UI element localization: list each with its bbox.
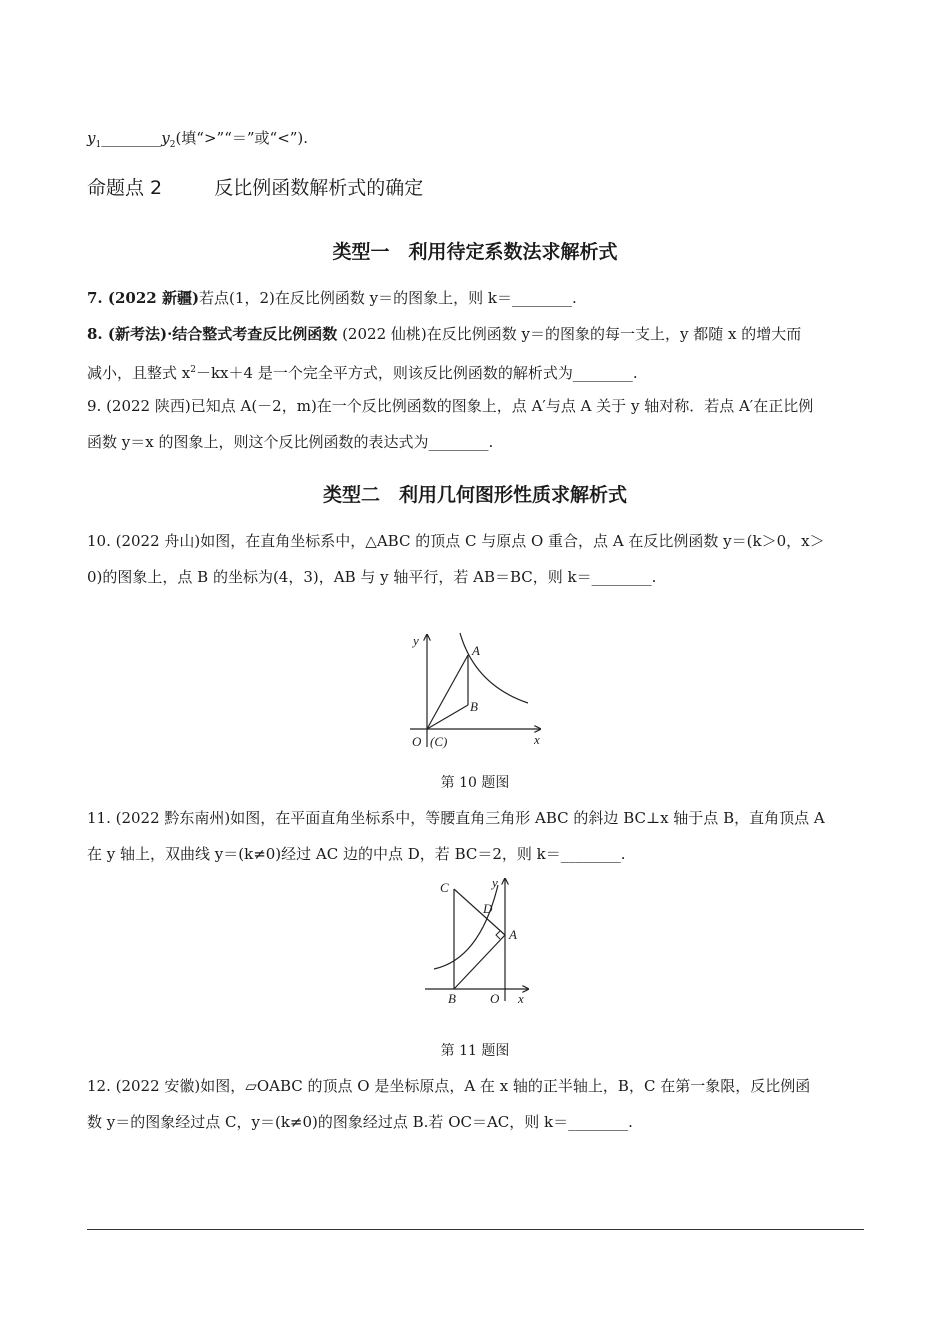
- type2-heading: 类型二 利用几何图形性质求解析式: [322, 484, 627, 506]
- answer-blank: ________: [101, 129, 162, 147]
- question-8-line1: [87, 323, 867, 345]
- question-9-line2: 函数 y＝x 的图象上，则这个反比例函数的表达式为________.: [87, 433, 494, 451]
- fig10-label-o: O: [412, 734, 422, 749]
- fig11-label-d: D: [483, 901, 493, 916]
- question-9-line1: [87, 395, 867, 417]
- q8-line2b: －kx＋4 是一个完全平方式，则该反比例函数的解析式为________.: [195, 364, 638, 382]
- q10-source: 10. (2022 舟山): [87, 532, 201, 550]
- q7-source: 7. (2022 新疆): [87, 289, 200, 307]
- q7-text: 若点(1，2)在反比例函数 y＝的图象上，则 k＝________.: [199, 289, 577, 307]
- figure-10-caption: 第 10 题图: [440, 775, 510, 791]
- section-number: 命题点 2: [87, 177, 163, 199]
- section-title: 反比例函数解析式的确定: [214, 177, 424, 199]
- fig11-segment-ba: [454, 935, 505, 989]
- fig10-label-b: B: [470, 699, 478, 714]
- y1-subscript: 1: [95, 140, 102, 150]
- fill-instruction: (填“>”“＝”或“<”).: [175, 129, 309, 147]
- q10-line1: 如图，在直角坐标系中，△ABC 的顶点 C 与原点 O 重合，点 A 在反比例函数 y＝(k＞0，x＞: [200, 532, 825, 550]
- q12-source: 12. (2022 安徽): [87, 1077, 201, 1095]
- fig11-label-o: O: [490, 991, 500, 1006]
- question-11-line1: [87, 807, 867, 829]
- y1-symbol: y: [87, 129, 96, 147]
- q8-exponent: 2: [190, 365, 196, 375]
- q12-line1: 如图，▱OABC 的顶点 O 是坐标原点，A 在 x 轴的正半轴上，B，C 在第一象限，反比例函: [200, 1077, 811, 1095]
- question-12-line1: [87, 1075, 867, 1097]
- footer-rule: [87, 1229, 864, 1230]
- fig11-hyperbola: [434, 885, 498, 969]
- fig11-right-angle-mark: [496, 931, 500, 939]
- q8-line2a: 减小，且整式 x: [87, 364, 191, 382]
- fig10-hyperbola: [460, 633, 528, 703]
- fig11-label-b: B: [448, 991, 456, 1006]
- figure-11-caption: 第 11 题图: [440, 1043, 510, 1059]
- question-8-line2: [87, 359, 867, 384]
- question-11-line2: 在 y 轴上，双曲线 y＝(k≠0)经过 AC 边的中点 D，若 BC＝2，则 k＝________.: [87, 845, 626, 863]
- figure-10: [400, 625, 550, 755]
- section-heading: [87, 173, 423, 200]
- q11-source: 11. (2022 黔东南州): [87, 809, 231, 827]
- question-7: [87, 287, 867, 309]
- fig10-label-c: (C): [430, 734, 448, 749]
- q11-line1: 如图，在平面直角坐标系中，等腰直角三角形 ABC 的斜边 BC⊥x 轴于点 B，直角顶点 A: [230, 809, 825, 827]
- fig10-label-y: y: [413, 633, 419, 648]
- question-10-line1: [87, 530, 867, 552]
- question-10-line2: 0)的图象上，点 B 的坐标为(4，3)，AB 与 y 轴平行，若 AB＝BC，则 k＝________.: [87, 568, 657, 586]
- fig11-label-x: x: [518, 991, 524, 1006]
- fig11-label-a: A: [509, 927, 517, 942]
- fig11-label-c: C: [440, 880, 449, 895]
- fig11-label-y: y: [492, 875, 498, 890]
- fig10-label-x: x: [534, 732, 540, 747]
- fig10-label-a: A: [472, 643, 480, 658]
- q6-tail-line: [87, 127, 867, 156]
- figure-11: [420, 873, 540, 1008]
- y2-symbol: y: [161, 129, 170, 147]
- q8-line1: (2022 仙桃)在反比例函数 y＝的图象的每一支上，y 都随 x 的增大而: [337, 325, 802, 343]
- type1-heading: 类型一 利用待定系数法求解析式: [332, 241, 618, 263]
- q9-line1: 已知点 A(－2，m)在一个反比例函数的图象上，点 A′与点 A 关于 y 轴对称．若点 A′在正比例: [190, 397, 814, 415]
- q8-source: 8. (新考法)·结合整式考查反比例函数: [87, 325, 338, 343]
- y2-subscript: 2: [169, 140, 176, 150]
- fig10-segment-ca: [427, 655, 468, 729]
- question-12-line2: 数 y＝的图象经过点 C，y＝(k≠0)的图象经过点 B.若 OC＝AC，则 k＝________.: [87, 1113, 633, 1131]
- fig11-segment-ca: [454, 889, 505, 935]
- q9-source: 9. (2022 陕西): [87, 397, 191, 415]
